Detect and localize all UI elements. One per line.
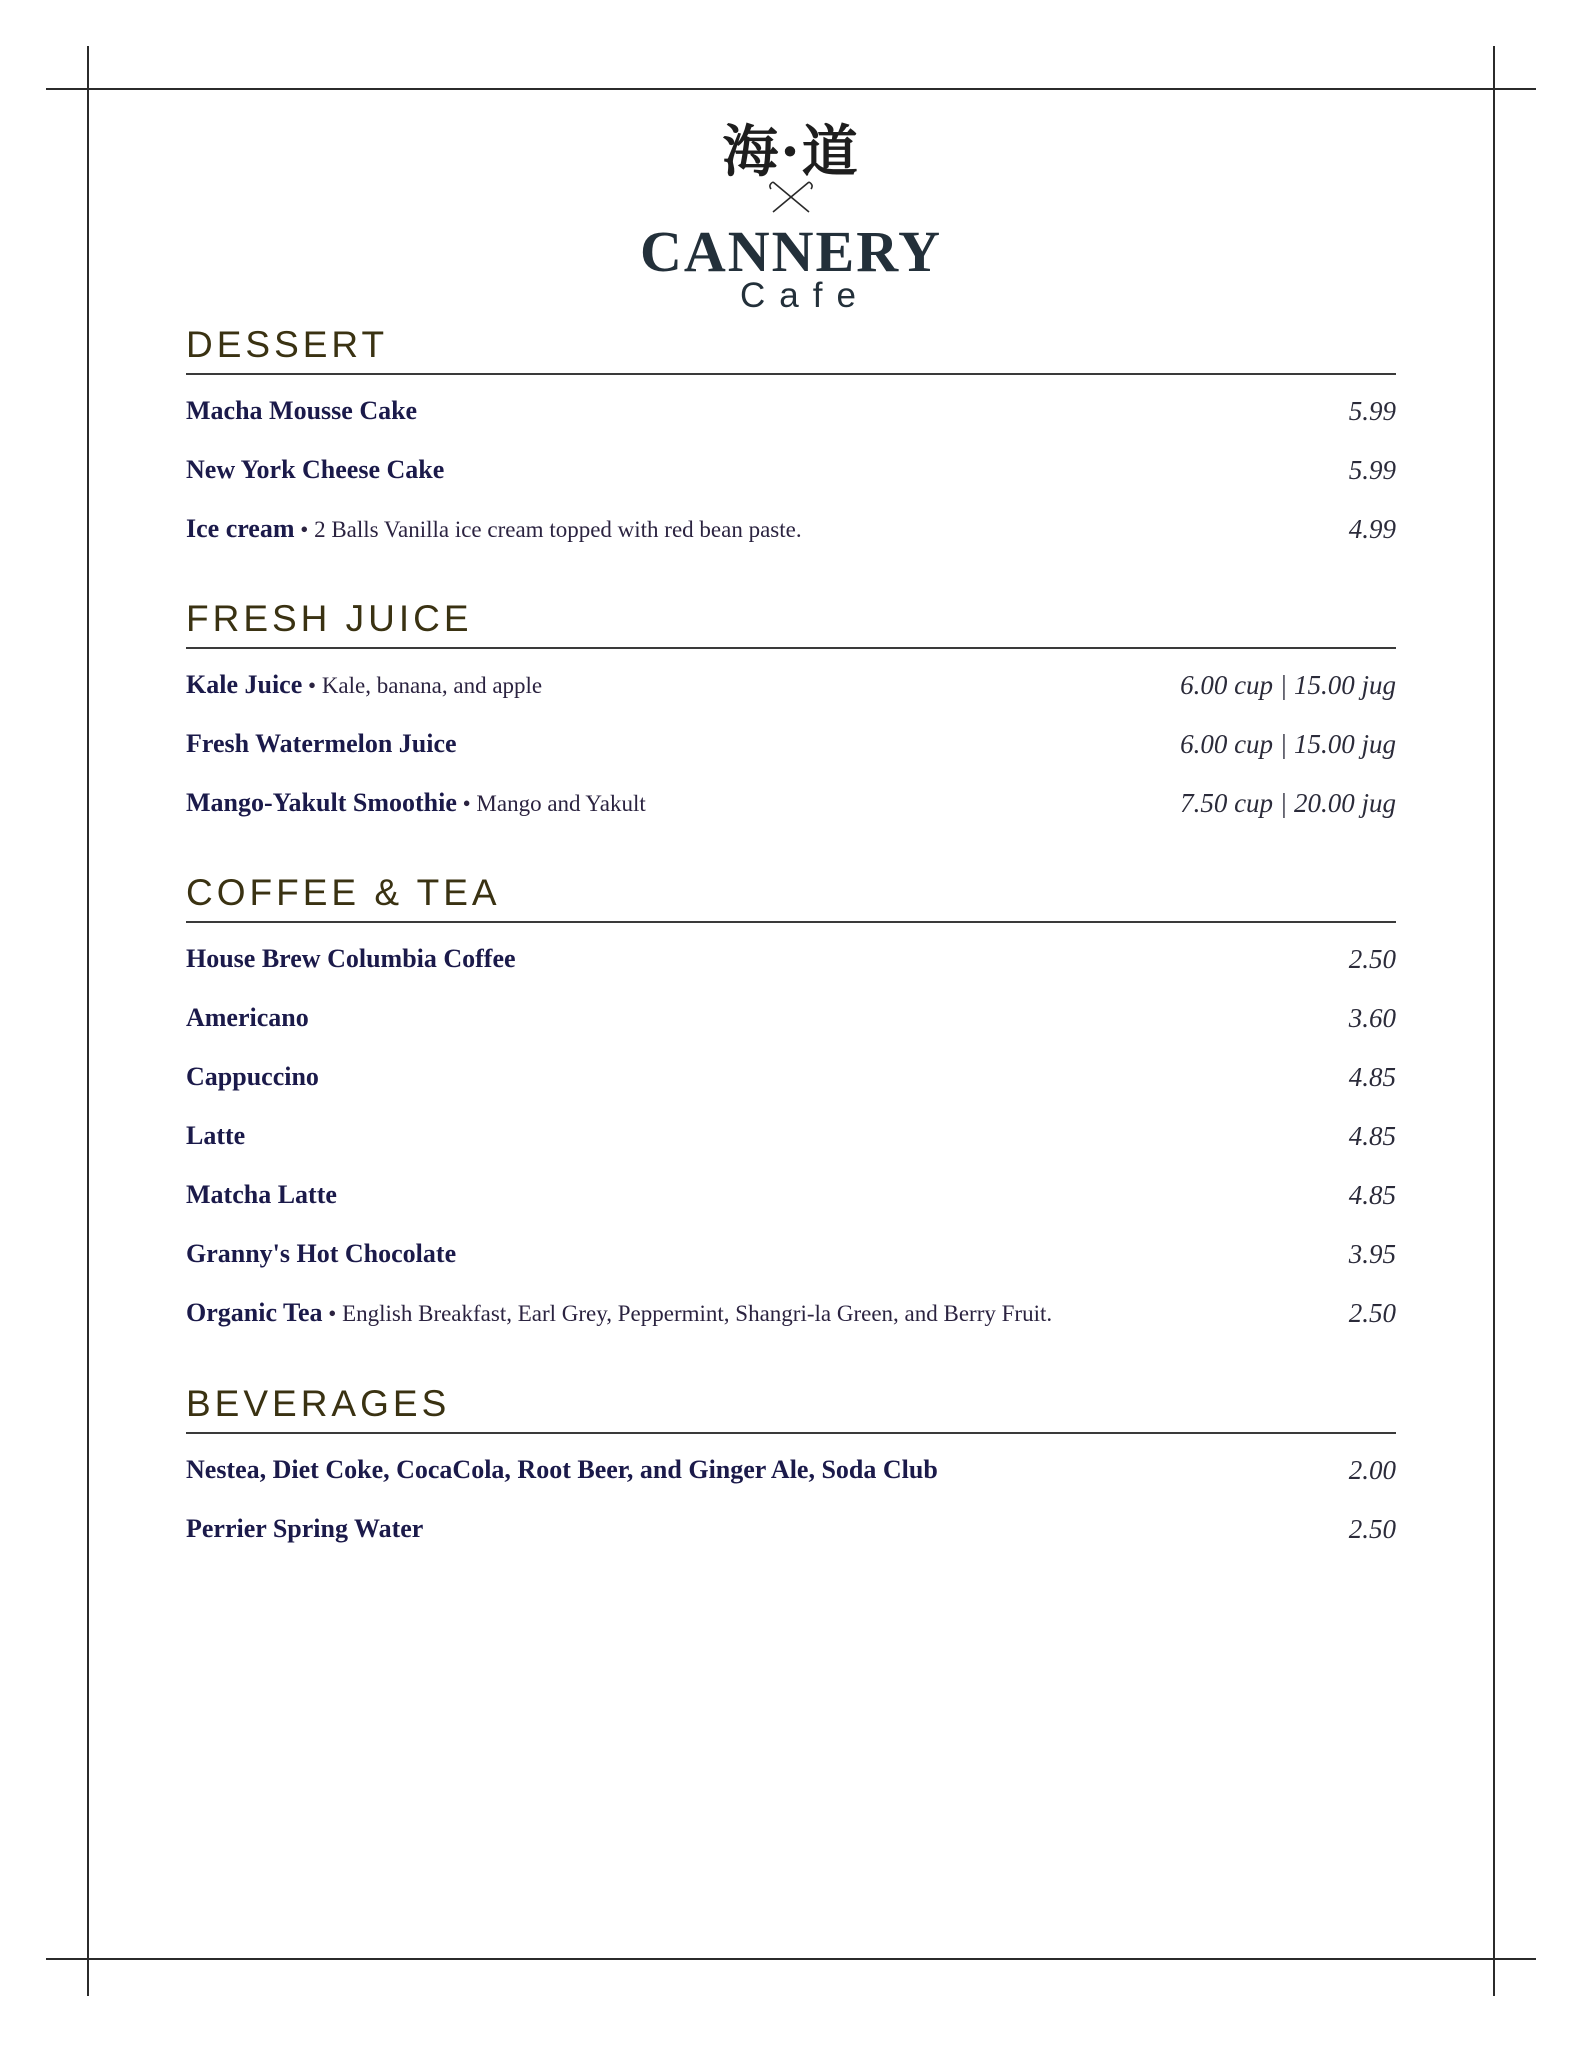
item-name: Perrier Spring Water [186, 1514, 424, 1543]
item-description: • English Breakfast, Earl Grey, Peppermint, Shangri-la Green, and Berry Fruit. [322, 1301, 1053, 1326]
item-price: 7.50 cup | 20.00 jug [1180, 788, 1396, 818]
menu-item [186, 395, 1396, 454]
section-coffee-tea [186, 873, 1396, 1356]
menu-item [186, 1179, 1396, 1238]
bottom-border-line [46, 1958, 1536, 1960]
item-name: Fresh Watermelon Juice [186, 729, 457, 758]
logo-cjk-text: 海·道 [722, 119, 860, 185]
section-title: COFFEE & TEA [186, 872, 501, 913]
item-name: Cappuccino [186, 1062, 319, 1091]
menu-item [186, 1061, 1396, 1120]
item-price: 4.99 [1348, 514, 1396, 544]
item-name: Granny's Hot Chocolate [186, 1239, 457, 1268]
item-name: Organic Tea [186, 1298, 323, 1327]
menu-item [186, 787, 1396, 846]
item-price: 6.00 cup | 15.00 jug [1180, 670, 1396, 700]
item-price: 2.50 [1348, 1514, 1396, 1544]
section-title: FRESH JUICE [186, 598, 473, 639]
item-price: 2.00 [1348, 1455, 1396, 1485]
menu-item [186, 1120, 1396, 1179]
section-divider [186, 921, 1396, 923]
left-border-line [87, 46, 89, 1996]
item-price: 4.85 [1348, 1121, 1396, 1151]
menu-item [186, 1513, 1396, 1572]
item-name: Mango-Yakult Smoothie [186, 788, 457, 817]
section-beverages [186, 1384, 1396, 1572]
item-description: • 2 Balls Vanilla ice cream topped with red bean paste. [294, 517, 802, 542]
menu-item [186, 728, 1396, 787]
menu-list [186, 943, 1396, 1356]
menu-item [186, 943, 1396, 1002]
brand-subtitle: Cafe [740, 276, 870, 315]
brand-name: CANNERY [640, 219, 942, 284]
item-name: Matcha Latte [186, 1180, 337, 1209]
menu-item [186, 1297, 1396, 1356]
menu-list [186, 1454, 1396, 1572]
item-price: 3.60 [1348, 1003, 1396, 1033]
item-price: 2.50 [1348, 944, 1396, 974]
item-name: Kale Juice [186, 670, 303, 699]
menu-item [186, 669, 1396, 728]
item-price: 6.00 cup | 15.00 jug [1180, 729, 1396, 759]
right-border-line [1493, 46, 1495, 1996]
menu-item [186, 513, 1396, 572]
section-title: DESSERT [186, 324, 389, 365]
item-name: House Brew Columbia Coffee [186, 944, 516, 973]
item-price: 3.95 [1348, 1239, 1396, 1269]
item-name: Ice cream [186, 514, 295, 543]
item-price: 2.50 [1348, 1298, 1396, 1328]
menu-item [186, 454, 1396, 513]
menu-item [186, 1454, 1396, 1513]
item-name: Latte [186, 1121, 246, 1150]
item-name: Macha Mousse Cake [186, 396, 418, 425]
item-price: 4.85 [1348, 1062, 1396, 1092]
item-price: 5.99 [1348, 455, 1396, 485]
menu-list [186, 395, 1396, 572]
top-border-line [46, 88, 1536, 90]
menu-list [186, 669, 1396, 846]
menu-item [186, 1238, 1396, 1297]
item-name: New York Cheese Cake [186, 455, 445, 484]
section-divider [186, 647, 1396, 649]
section-fresh-juice [186, 599, 1396, 846]
item-name: Americano [186, 1003, 309, 1032]
item-price: 4.85 [1348, 1180, 1396, 1210]
section-dessert [186, 325, 1396, 572]
item-description: • Kale, banana, and apple [302, 673, 543, 698]
section-title: BEVERAGES [186, 1383, 451, 1424]
section-divider [186, 373, 1396, 375]
crossed-hooks-icon [0, 180, 1582, 219]
item-description: • Mango and Yakult [456, 791, 646, 816]
section-divider [186, 1432, 1396, 1434]
item-name: Nestea, Diet Coke, CocaCola, Root Beer, and Ginger Ale, Soda Club [186, 1455, 938, 1484]
menu-item [186, 1002, 1396, 1061]
item-price: 5.99 [1348, 396, 1396, 426]
